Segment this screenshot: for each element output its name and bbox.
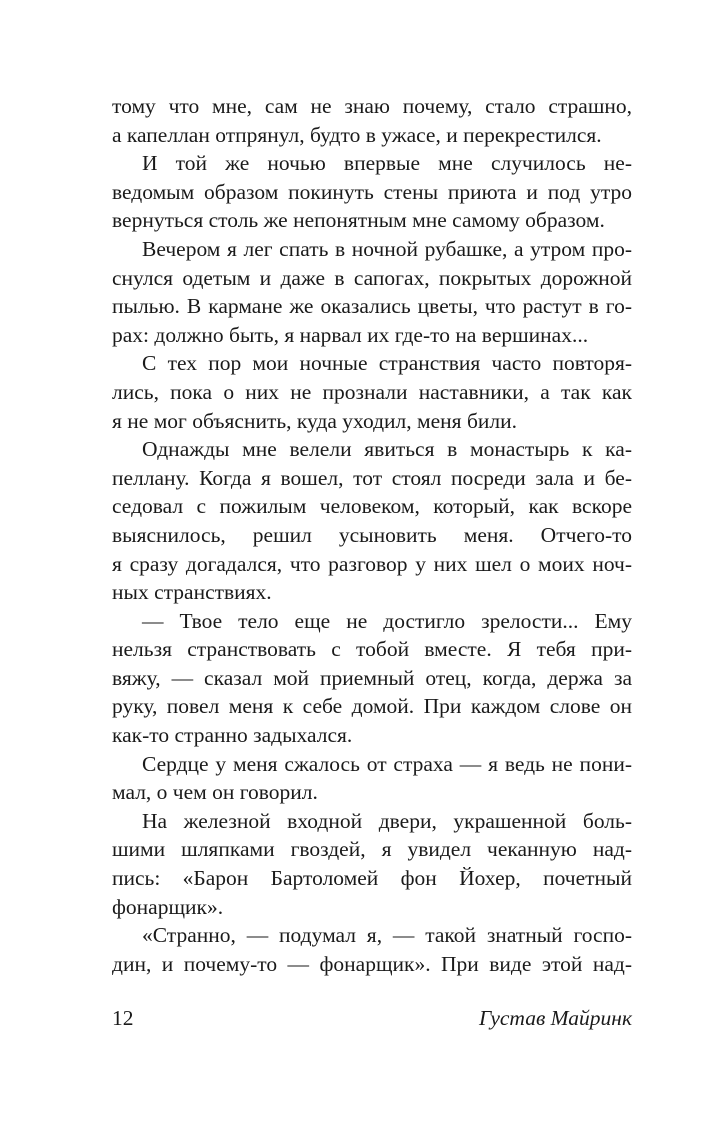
text-line: вяжу, — сказал мой приемный отец, когда, держа за [112, 665, 632, 690]
text-line: мал, о чем он говорил. [112, 780, 318, 805]
text-line: седовал с пожилым человеком, который, как вскоре [112, 494, 632, 519]
text-line: шими шляпками гвоздей, я увидел чеканную над- [112, 837, 632, 862]
text-line: пись: «Барон Бартоломей фон Йохер, почетный [112, 866, 632, 891]
text-line: снулся одетым и даже в сапогах, покрытых дорожной [112, 265, 632, 290]
text-line: лись, пока о них не прознали наставники, а так как [112, 379, 632, 404]
text-line: выяснилось, решил усыновить меня. Отчего-то [112, 522, 632, 547]
page-footer [112, 1004, 632, 1032]
text-line: фонарщик». [112, 894, 224, 919]
text-line: я не мог объяснить, куда уходил, меня били. [112, 408, 518, 433]
running-title: Густав Майринк [479, 1006, 632, 1030]
text-line: вернуться столь же непонятным мне самому образом. [112, 208, 605, 233]
text-line: С тех пор мои ночные странствия часто повторя- [142, 351, 632, 376]
text-line: тому что мне, сам не знаю почему, стало страшно, [112, 94, 632, 118]
text-line: Однажды мне велели явиться в монастырь к ка- [142, 437, 632, 462]
text-line: пеллану. Когда я вошел, тот стоял посреди зала и бе- [112, 465, 632, 490]
text-line: пылью. В кармане же оказались цветы, что растут в го- [112, 294, 632, 319]
text-line: Вечером я лег спать в ночной рубашке, а утром про- [142, 236, 632, 261]
text-line: ведомым образом покинуть стены приюта и под утро [112, 179, 632, 204]
text-line: На железной входной двери, украшенной боль- [142, 808, 632, 833]
text-line: я сразу догадался, что разговор у них шел о моих ноч- [112, 551, 632, 576]
text-line: дин, и почему-то — фонарщик». При виде этой над- [112, 951, 632, 976]
text-line: нельзя странствовать с тобой вместе. Я тебя при- [112, 637, 632, 662]
text-line: рах: должно быть, я нарвал их где-то на вершинах... [112, 322, 589, 347]
text-line: И той же ночью впервые мне случилось не- [142, 151, 632, 176]
text-line: ных странствиях. [112, 580, 272, 605]
text-line: как-то странно задыхался. [112, 723, 353, 748]
text-line: руку, повел меня к себе домой. При каждом слове он [112, 694, 632, 719]
text-line: Сердце у меня сжалось от страха — я ведь не пони- [142, 751, 632, 776]
text-line: «Странно, — подумал я, — такой знатный госпо- [142, 923, 632, 948]
page-body-text [112, 92, 632, 978]
text-line: а капеллан отпрянул, будто в ужасе, и перекрестился. [112, 122, 602, 147]
page-number: 12 [112, 1006, 134, 1030]
text-line: — Твое тело еще не достигло зрелости... Ему [142, 608, 632, 633]
